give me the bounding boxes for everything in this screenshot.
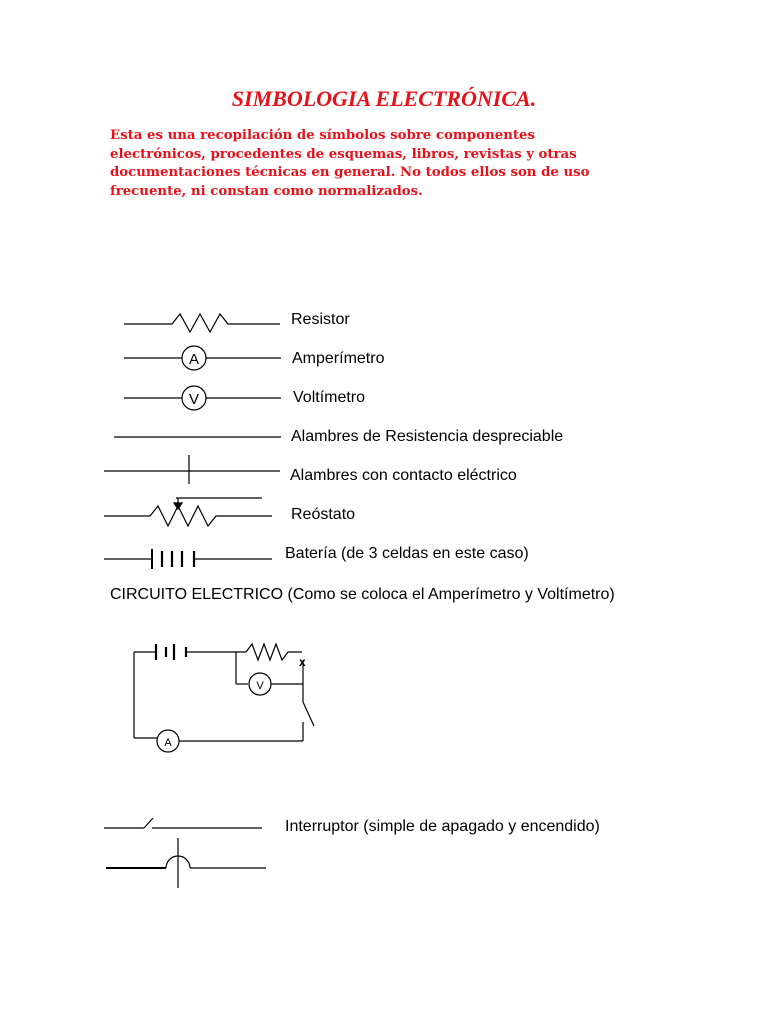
voltmeter-glyph: V xyxy=(188,391,200,408)
voltmeter-symbol xyxy=(124,386,281,410)
symbol-label-plain-wire: Alambres de Resistencia despreciable xyxy=(291,428,564,445)
resistor-symbol xyxy=(124,314,280,332)
circuit-voltmeter-glyph: V xyxy=(256,680,264,692)
intro-line: Esta es una recopilación de símbolos sobre componentes xyxy=(110,128,535,143)
junction-mark: x xyxy=(299,655,306,669)
circuit-heading: CIRCUITO ELECTRICO (Como se coloca el Amperímetro y Voltímetro) xyxy=(110,586,615,603)
symbol-label-ammeter: Amperímetro xyxy=(292,350,385,367)
page-title: SIMBOLOGIA ELECTRÓNICA. xyxy=(231,86,537,111)
rheostat-symbol xyxy=(104,498,272,526)
wire-crossover-symbol xyxy=(106,838,266,888)
symbol-label-resistor: Resistor xyxy=(291,311,350,328)
symbol-label-wire-contact: Alambres con contacto eléctrico xyxy=(290,467,517,484)
switch-label: Interruptor (simple de apagado y encendido) xyxy=(285,818,600,835)
intro-line: frecuente, ni constan como normalizados. xyxy=(110,183,423,199)
intro-line: documentaciones técnicas en general. No todos ellos son de uso xyxy=(110,165,590,180)
symbol-label-voltmeter: Voltímetro xyxy=(293,389,366,406)
symbol-label-rheostat: Reóstato xyxy=(291,506,356,523)
intro-line: electrónicos, procedentes de esquemas, libros, revistas y otras xyxy=(110,146,577,162)
ammeter-glyph: A xyxy=(188,351,200,368)
battery-symbol xyxy=(104,549,272,569)
wire-contact-symbol xyxy=(104,455,280,484)
circuit-ammeter-glyph: A xyxy=(164,737,172,749)
circuit-diagram xyxy=(134,644,314,752)
ammeter-symbol xyxy=(124,346,281,370)
switch-symbol xyxy=(104,818,262,828)
symbol-label-battery: Batería (de 3 celdas en este caso) xyxy=(285,545,529,562)
